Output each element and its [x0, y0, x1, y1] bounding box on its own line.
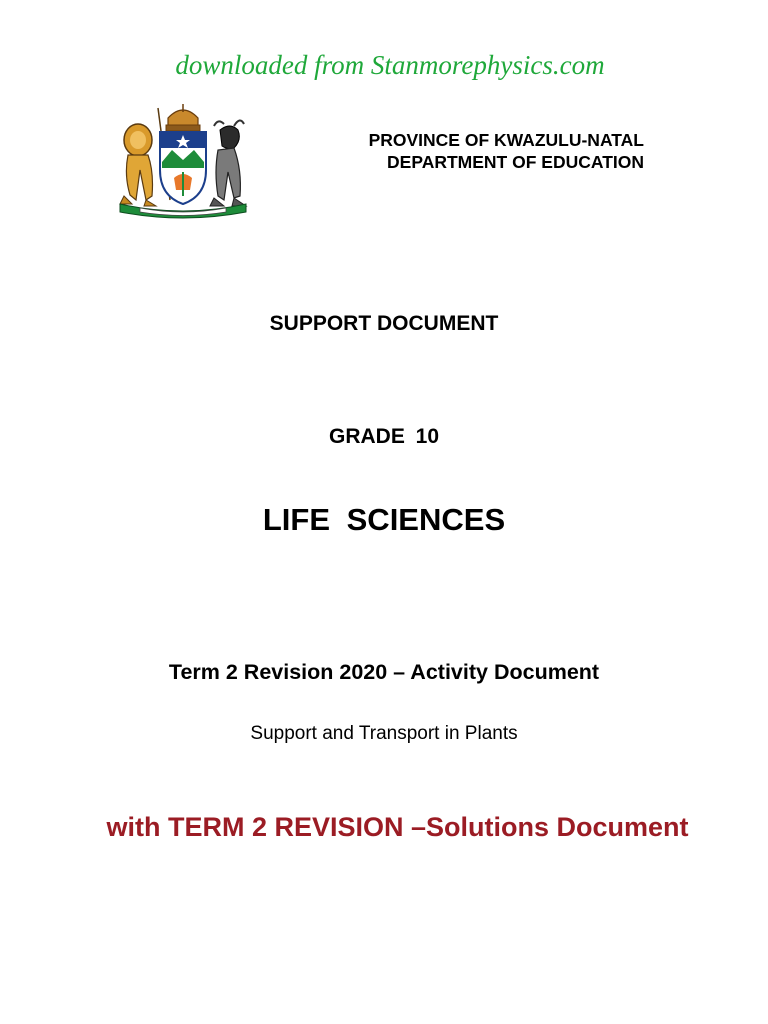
base-ribbon-icon: [120, 204, 246, 218]
department-name: DEPARTMENT OF EDUCATION: [387, 152, 644, 172]
crown-icon: [166, 104, 200, 131]
term-title: Term 2 Revision 2020 – Activity Document: [168, 660, 600, 684]
lion-supporter-icon: [120, 124, 156, 206]
coat-of-arms-icon: [110, 100, 256, 224]
province-name: PROVINCE OF KWAZULU-NATAL: [368, 130, 644, 150]
topic-subtitle: Support and Transport in Plants: [250, 723, 518, 744]
grade-label: GRADE 10: [328, 425, 440, 448]
subject-title: LIFE SCIENCES: [262, 502, 506, 537]
shield-icon: [160, 132, 206, 204]
solutions-note: with TERM 2 REVISION –Solutions Document: [106, 812, 689, 842]
document-type: SUPPORT DOCUMENT: [269, 312, 499, 335]
wildebeest-supporter-icon: [210, 120, 246, 206]
organization-heading: [369, 129, 644, 173]
source-link-text: downloaded from Stanmorephysics.com: [175, 50, 605, 80]
